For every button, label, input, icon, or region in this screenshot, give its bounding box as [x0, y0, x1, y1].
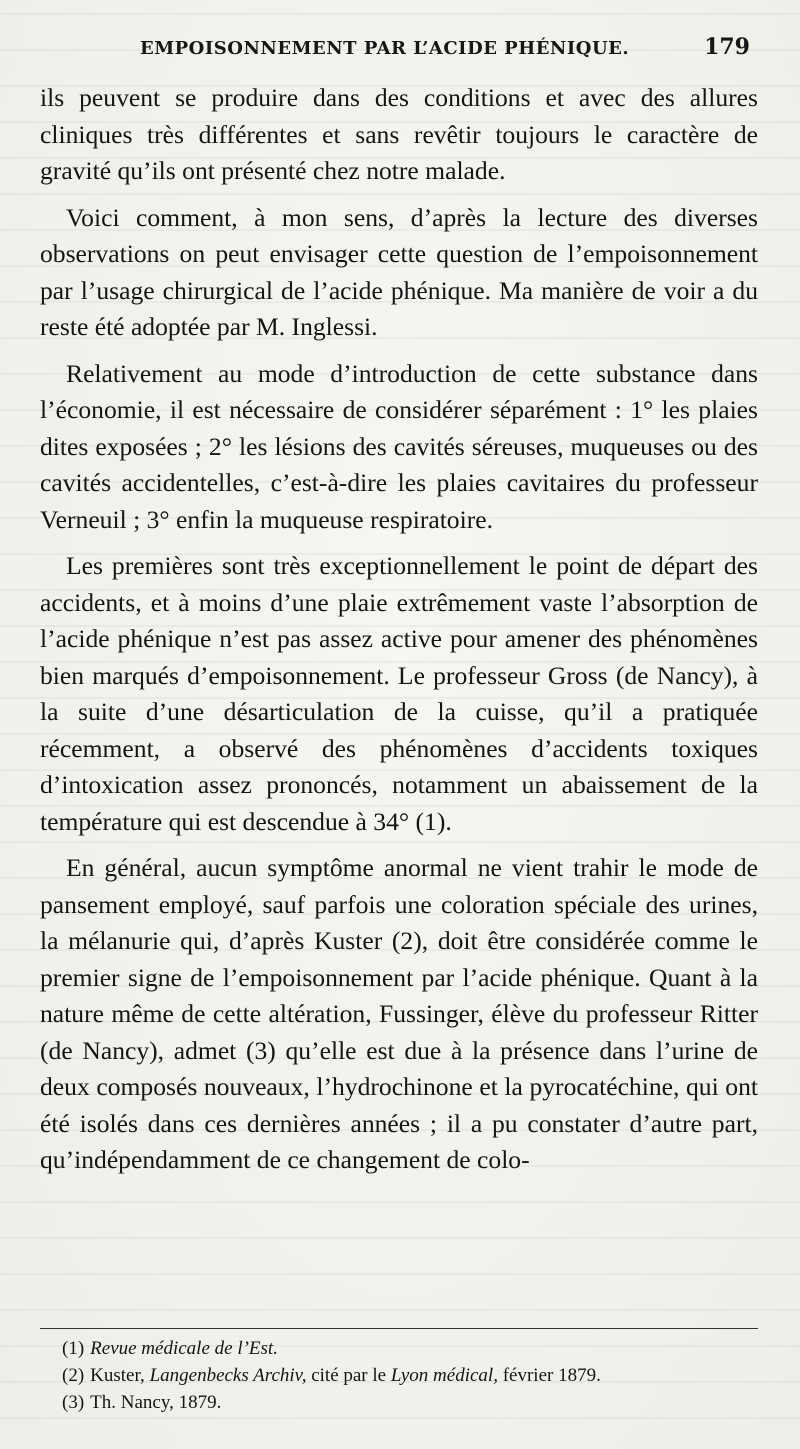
page-header	[140, 34, 750, 68]
running-title: EMPOISONNEMENT PAR L’ACIDE PHÉNIQUE.	[140, 38, 630, 59]
footnote-source: Langenbecks Archiv,	[149, 1365, 307, 1386]
paragraph-5: En général, aucun symptôme anormal ne vient trahir le mode de pansement employé, sauf parfois une coloration spéciale des urines, la mélanurie qui, d’après Kuster (2), doit être considérée comme le premier signe de l’empoisonnement par l’acide phénique. Quant à la nature même de cette altération, Fussinger, élève du professeur Ritter (de Nancy), admet (3) qu’elle est due à la présence dans l’urine de deux composés nouveaux, l’hydrochinone et la pyrocatéchine, qui ont été isolés dans ces dernières années ; il a pu constater d’autre part, qu’indépendamment de ce changement de colo-	[40, 853, 758, 1174]
footnote-marker: (1)	[62, 1338, 85, 1359]
page-number: 179	[704, 34, 750, 60]
footnote-2	[40, 1362, 758, 1389]
footnote-source: Revue médicale de l’Est.	[90, 1338, 278, 1359]
footnotes	[40, 1328, 758, 1416]
paragraph-3: Relativement au mode d’introduction de cette substance dans l’économie, il est nécessaire de considérer séparément : 1° les plaies dites exposées ; 2° les lésions des cavités séreuses, muqueuses ou des cavités accidentelles, c’est-à-dire les plaies cavitaires du professeur Verneuil ; 3° enfin la muqueuse respiratoire.	[40, 358, 758, 534]
footnote-source-2: Lyon médical,	[390, 1365, 498, 1386]
paragraph-1: ils peuvent se produire dans des conditions et avec des allures cliniques très différentes et sans revêtir toujours le caractère de gravité qu’ils ont présenté chez notre malade.	[40, 83, 758, 185]
footnote-marker: (3)	[62, 1392, 85, 1413]
footnote-author: Kuster,	[90, 1365, 145, 1386]
footnote-marker: (2)	[62, 1365, 85, 1386]
footnote-date: février 1879.	[502, 1365, 601, 1386]
footnote-1	[40, 1335, 758, 1362]
body-text	[40, 80, 758, 1189]
paragraph-4: Les premières sont très exceptionnellement le point de départ des accidents, et à moins d’une plaie extrêmement vaste l’absorption de l’acide phénique n’est pas assez active pour amener des phénomènes bien marqués d’empoisonnement. Le professeur Gross (de Nancy), à la suite d’une désarticulation de la cuisse, qu’il a pratiquée récemment, a observé des phénomènes d’accidents toxiques d’intoxication assez prononcés, notamment un abaissement de la température qui est descendue à 34° (1).	[40, 551, 758, 836]
footnote-text: Th. Nancy, 1879.	[90, 1392, 222, 1413]
footnote-3	[40, 1389, 758, 1416]
footnote-text: cité par le	[311, 1365, 387, 1386]
paragraph-2: Voici comment, à mon sens, d’après la lecture des diverses observations on peut envisager cette question de l’empoisonnement par l’usage chirurgical de l’acide phénique. Ma manière de voir a du reste été adoptée par M. Inglessi.	[40, 202, 758, 341]
